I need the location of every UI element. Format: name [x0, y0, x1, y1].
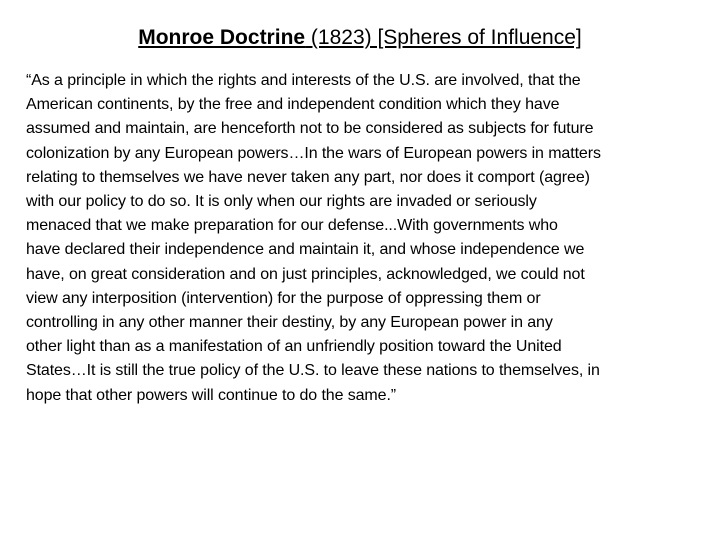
quote-line: “As a principle in which the rights and interests of the U.S. are involved, that the: [26, 72, 581, 89]
quote-line: relating to themselves we have never taken any part, nor does it comport (agree): [26, 168, 590, 186]
quote-line: controlling in any other manner their destiny, by any European power in any: [26, 314, 553, 332]
title-main: Monroe Doctrine: [138, 26, 306, 49]
quote-line: hope that other powers will continue to do the same.”: [26, 386, 397, 404]
quote-body: [26, 69, 706, 408]
quote-line: have declared their independence and maintain it, and whose independence we: [26, 241, 585, 259]
quote-line: menaced that we make preparation for our defense...With governments who: [26, 217, 558, 235]
quote-line: with our policy to do so. It is only when our rights are invaded or seriously: [26, 193, 537, 211]
quote-line: view any interposition (intervention) for the purpose of oppressing them or: [26, 289, 541, 307]
slide-title: [0, 22, 720, 54]
quote-line: other light than as a manifestation of an unfriendly position toward the United: [26, 338, 562, 356]
quote-line: American continents, by the free and independent condition which they have: [26, 96, 560, 114]
quote-line: assumed and maintain, are henceforth not to be considered as subjects for future: [26, 120, 594, 138]
quote-line: have, on great consideration and on just principles, acknowledged, we could not: [26, 265, 585, 283]
title-subtitle: (1823) [Spheres of Influence]: [305, 26, 582, 49]
quote-line: States…It is still the true policy of the U.S. to leave these nations to themselves, in: [26, 362, 600, 380]
quote-line: colonization by any European powers…In the wars of European powers in matters: [26, 144, 601, 162]
